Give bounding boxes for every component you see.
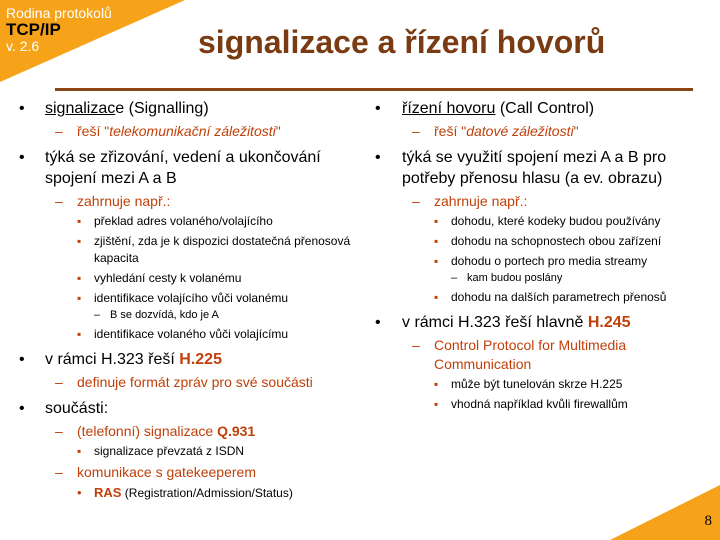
square-bullet-icon: ▪ (434, 290, 439, 304)
list-item-text: identifikace volaného vůči volajícímu (94, 327, 289, 341)
list-item (434, 233, 720, 250)
ras-highlight: RAS (94, 485, 122, 500)
h245-item (362, 312, 720, 413)
list-item (434, 396, 720, 413)
list-item-text: identifikace volajícího vůči volanému (94, 291, 289, 305)
right-column (362, 98, 720, 419)
usage-item (362, 147, 720, 306)
dash-icon: – (55, 464, 63, 480)
bullet-icon: • (19, 100, 25, 117)
signalling-sub (45, 122, 362, 141)
call-control-item (362, 98, 720, 141)
dash-icon: – (94, 309, 101, 321)
page-number: 8 (704, 513, 712, 529)
q931-highlight: Q.931 (217, 423, 256, 439)
list-item-text: dohodu na schopnostech obou zařízení (451, 234, 662, 248)
list-item-text: signalizace převzatá z ISDN (94, 444, 245, 458)
list-item (77, 233, 362, 267)
left-column (0, 98, 362, 508)
call-control-english: (Call Control) (495, 100, 595, 117)
corner-decoration-bottom-right (610, 485, 720, 540)
dash-icon: – (55, 123, 63, 139)
gatekeeper-text: komunikace s gatekeeperem (77, 464, 256, 480)
nested-item-text: kam budou poslány (467, 272, 563, 284)
q931-prefix: (telefonní) signalizace (77, 423, 218, 439)
q931-sub (45, 422, 362, 460)
signalling-scope: telekomunikační záležitosti (109, 123, 276, 139)
dash-icon: – (55, 374, 63, 390)
brand-name: TCP/IP (6, 19, 61, 39)
quote-close: " (573, 123, 579, 139)
ras-item (77, 484, 362, 502)
usage-text: týká se využití spojení mezi A a B pro potřeby přenosu hlasu (a ev. obrazu) (402, 149, 667, 187)
list-item-text: zjištění, zda je k dispozici dostatečná přenosová kapacita (94, 234, 351, 265)
dash-icon: – (451, 272, 458, 284)
h245-prefix: v rámci H.323 řeší hlavně (402, 314, 588, 331)
establish-sub (45, 192, 362, 343)
gatekeeper-sub (45, 463, 362, 502)
square-bullet-icon: ▪ (434, 214, 439, 228)
dash-icon: – (55, 423, 63, 439)
establish-item (0, 147, 362, 343)
nested-item (451, 271, 720, 286)
square-bullet-icon: ▪ (77, 291, 82, 305)
parts-item (0, 398, 362, 502)
square-bullet-icon: • (77, 485, 82, 500)
list-item (77, 290, 362, 323)
quote-open: řeší " (77, 123, 110, 139)
signalling-term: signalizac (45, 100, 116, 117)
list-item (77, 213, 362, 230)
list-item-text: vhodná například kvůli firewallům (451, 397, 628, 411)
list-item (77, 443, 362, 460)
establish-sub-text: zahrnuje např.: (77, 193, 171, 209)
call-control-scope: datové záležitosti (466, 123, 574, 139)
bullet-icon: • (375, 100, 381, 117)
square-bullet-icon: ▪ (434, 254, 439, 268)
list-item-text: překlad adres volaného/volajícího (94, 214, 273, 228)
parts-label: součásti: (45, 400, 109, 417)
list-item (434, 253, 720, 286)
square-bullet-icon: ▪ (434, 377, 439, 391)
square-bullet-icon: ▪ (77, 444, 82, 458)
brand-block (6, 6, 112, 53)
square-bullet-icon: ▪ (77, 234, 82, 248)
bullet-icon: • (19, 149, 25, 166)
list-item-text: dohodu, které kodeky budou používány (451, 214, 661, 228)
dash-icon: – (412, 337, 420, 353)
list-item-text: vyhledání cesty k volanému (94, 271, 242, 285)
h225-item (0, 349, 362, 392)
h225-prefix: v rámci H.323 řeší (45, 351, 180, 368)
h225-sub-text: definuje formát zpráv pro své součásti (77, 374, 313, 390)
signalling-term-end: e (115, 100, 125, 117)
bullet-icon: • (375, 149, 381, 166)
bullet-icon: • (375, 314, 381, 331)
title-underline (55, 88, 693, 91)
square-bullet-icon: ▪ (434, 234, 439, 248)
h245-highlight: H.245 (587, 314, 631, 331)
nested-item-text: B se dozvídá, kdo je A (110, 309, 219, 321)
square-bullet-icon: ▪ (77, 214, 82, 228)
nested-item (94, 308, 362, 323)
list-item-text: dohodu na dalších parametrech přenosů (451, 290, 667, 304)
list-item-text: může být tunelován skrze H.225 (451, 377, 623, 391)
brand-series: Rodina protokolů (6, 5, 112, 21)
call-control-term: řízení hovoru (402, 100, 496, 117)
slide-title: signalizace a řízení hovorů (198, 24, 606, 60)
signalling-english: (Signalling) (124, 100, 209, 117)
list-item (434, 213, 720, 230)
establish-text: týká se zřizování, vedení a ukončování spojení mezi A a B (45, 149, 321, 187)
square-bullet-icon: ▪ (77, 271, 82, 285)
dash-icon: – (412, 193, 420, 209)
bullet-icon: • (19, 400, 25, 417)
usage-sub-text: zahrnuje např.: (434, 193, 528, 209)
dash-icon: – (412, 123, 420, 139)
h245-sub (402, 336, 720, 413)
call-control-sub (402, 122, 720, 141)
h245-sub-text: Control Protocol for Multimedia Communication (434, 337, 627, 372)
bullet-icon: • (19, 351, 25, 368)
h225-highlight: H.225 (179, 351, 222, 368)
quote-close: " (275, 123, 281, 139)
dash-icon: – (55, 193, 63, 209)
signalling-item (0, 98, 362, 141)
list-item (77, 326, 362, 343)
usage-sub (402, 192, 720, 306)
square-bullet-icon: ▪ (434, 397, 439, 411)
quote-open: řeší " (434, 123, 467, 139)
ras-expansion: (Registration/Admission/Status) (121, 486, 293, 500)
list-item-text: dohodu o portech pro media streamy (451, 254, 648, 268)
list-item (77, 270, 362, 287)
list-item (434, 289, 720, 306)
brand-version: v. 2.6 (6, 37, 40, 54)
h225-sub (45, 373, 362, 392)
square-bullet-icon: ▪ (77, 327, 82, 341)
list-item (434, 376, 720, 393)
